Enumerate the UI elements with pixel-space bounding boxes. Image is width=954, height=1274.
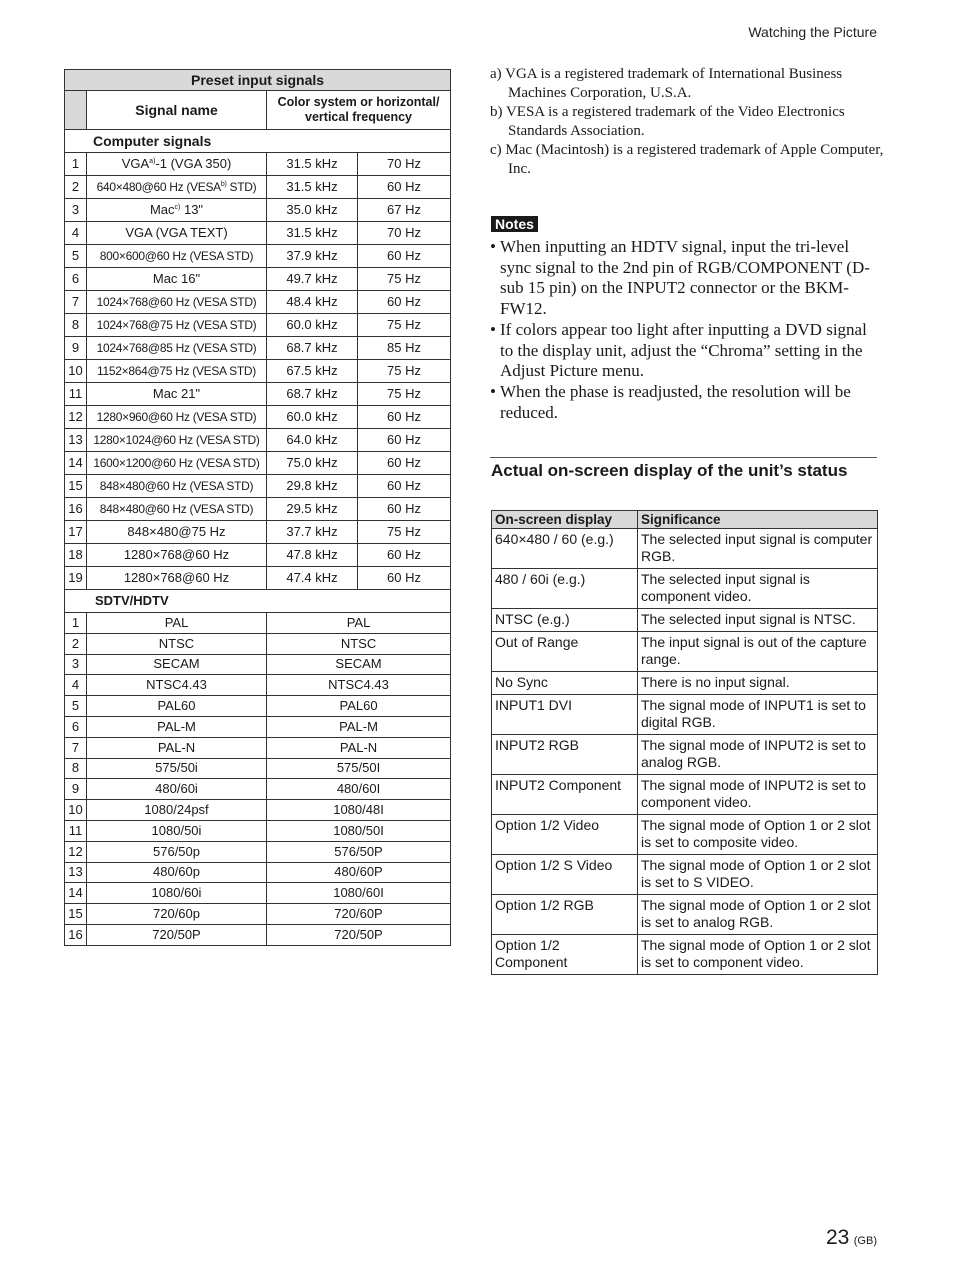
signal-name-text: 1280×768@60 Hz [123, 570, 230, 585]
computer-signal-row [65, 199, 451, 222]
horizontal-frequency: 29.5 kHz [267, 498, 358, 521]
horizontal-frequency: 67.5 kHz [267, 360, 358, 383]
vertical-frequency: 60 Hz [358, 567, 451, 590]
computer-signal-row [65, 452, 451, 475]
preset-input-signals-table [64, 69, 451, 946]
significance: The signal mode of Option 1 or 2 slot is set to S VIDEO. [638, 855, 878, 895]
signal-name [87, 429, 267, 452]
color-system: 1080/50I [267, 820, 451, 841]
color-system: PAL-N [267, 737, 451, 758]
row-number: 2 [65, 176, 87, 199]
row-number: 12 [65, 841, 87, 862]
signal-name: PAL-M [87, 716, 267, 737]
signal-name: SECAM [87, 654, 267, 675]
vertical-frequency: 60 Hz [358, 406, 451, 429]
horizontal-frequency: 60.0 kHz [267, 314, 358, 337]
vertical-frequency: 75 Hz [358, 521, 451, 544]
signal-name: 480/60p [87, 862, 267, 883]
horizontal-frequency: 37.9 kHz [267, 245, 358, 268]
signal-name [87, 567, 267, 590]
signal-name [87, 153, 267, 176]
signal-name [87, 314, 267, 337]
computer-signal-row [65, 521, 451, 544]
status-row [492, 735, 878, 775]
tv-signal-row [65, 883, 451, 904]
signal-name-text: Mac [149, 202, 175, 217]
footnote-c: c) Mac (Macintosh) is a registered trademark of Apple Computer, Inc. [490, 142, 884, 177]
row-number: 17 [65, 521, 87, 544]
signal-name-text: 1280×768@60 Hz [123, 547, 230, 562]
computer-signal-row [65, 406, 451, 429]
color-system: 1080/48I [267, 800, 451, 821]
sdtv-hdtv-section-row [65, 590, 451, 613]
row-number: 10 [65, 800, 87, 821]
row-number: 15 [65, 475, 87, 498]
tv-signal-row [65, 904, 451, 925]
vertical-frequency: 75 Hz [358, 360, 451, 383]
page-number-suffix: (GB) [853, 1235, 877, 1247]
status-table-body [492, 529, 878, 975]
tv-signal-row [65, 779, 451, 800]
note-item: • When the phase is readjusted, the resolution will be reduced. [490, 382, 875, 423]
note-item: • When inputting an HDTV signal, input the tri-level sync signal to the 2nd pin of RGB/COMPONENT (D-sub 15 pin) on the INPUT2 connector or the BKM-FW12. [490, 237, 875, 320]
on-screen-display: INPUT2 RGB [492, 735, 638, 775]
row-number: 4 [65, 222, 87, 245]
signal-name [87, 498, 267, 521]
on-screen-display: Option 1/2 Video [492, 815, 638, 855]
color-system: 720/50P [267, 924, 451, 945]
vertical-frequency: 60 Hz [358, 429, 451, 452]
tv-signal-row [65, 758, 451, 779]
signal-name: 1080/24psf [87, 800, 267, 821]
status-row [492, 775, 878, 815]
footnote-b: b) VESA is a registered trademark of the Video Electronics Standards Association. [490, 104, 845, 139]
row-number: 9 [65, 779, 87, 800]
color-system: SECAM [267, 654, 451, 675]
notes-label: Notes [491, 216, 538, 232]
signal-name-header: Signal name [87, 91, 267, 130]
row-number: 19 [65, 567, 87, 590]
horizontal-frequency: 49.7 kHz [267, 268, 358, 291]
footnote-a: a) VGA is a registered trademark of International Business Machines Corporation, U.S.A. [490, 66, 843, 101]
signal-name [87, 245, 267, 268]
signal-name-text: VGA (VGA TEXT) [125, 225, 228, 240]
computer-signal-row [65, 383, 451, 406]
significance: The signal mode of INPUT2 is set to analog RGB. [638, 735, 878, 775]
row-number: 8 [65, 758, 87, 779]
color-system: 720/60P [267, 904, 451, 925]
signal-name-text: 640×480@60 Hz (VESA [96, 180, 221, 194]
footnote-marker: a) [149, 158, 156, 165]
signal-name: 720/60p [87, 904, 267, 925]
significance: The selected input signal is computer RGB. [638, 529, 878, 569]
significance: The signal mode of INPUT1 is set to digital RGB. [638, 695, 878, 735]
signal-name: PAL60 [87, 696, 267, 717]
vertical-frequency: 60 Hz [358, 176, 451, 199]
row-number: 9 [65, 337, 87, 360]
computer-signal-row [65, 291, 451, 314]
signal-name-text: 1280×1024@60 Hz (VESA STD) [93, 433, 260, 447]
preset-table-caption: Preset input signals [65, 70, 451, 91]
significance: The signal mode of Option 1 or 2 slot is set to analog RGB. [638, 895, 878, 935]
vertical-frequency: 85 Hz [358, 337, 451, 360]
color-system: 576/50P [267, 841, 451, 862]
computer-signal-row [65, 429, 451, 452]
row-number: 7 [65, 737, 87, 758]
color-system: 1080/60I [267, 883, 451, 904]
row-number: 14 [65, 883, 87, 904]
vertical-frequency: 60 Hz [358, 291, 451, 314]
signal-name-text: Mac 16" [152, 271, 201, 286]
signal-name-text: 1152×864@75 Hz (VESA STD) [97, 364, 256, 378]
computer-signal-row [65, 176, 451, 199]
signal-name [87, 360, 267, 383]
tv-signal-row [65, 737, 451, 758]
horizontal-frequency: 64.0 kHz [267, 429, 358, 452]
significance-header: Significance [638, 511, 878, 529]
row-number: 6 [65, 268, 87, 291]
signal-name: 576/50p [87, 841, 267, 862]
horizontal-frequency: 47.8 kHz [267, 544, 358, 567]
vertical-frequency: 60 Hz [358, 498, 451, 521]
row-number: 1 [65, 613, 87, 634]
horizontal-frequency: 31.5 kHz [267, 222, 358, 245]
computer-signal-row [65, 360, 451, 383]
note-item: • If colors appear too light after inputting a DVD signal to the display unit, adjust the “Chroma” setting in the Adjust Picture menu. [490, 320, 875, 382]
computer-signal-row [65, 544, 451, 567]
notes-list [490, 237, 875, 423]
row-number: 18 [65, 544, 87, 567]
row-number: 5 [65, 245, 87, 268]
row-number: 8 [65, 314, 87, 337]
computer-signal-row [65, 268, 451, 291]
row-number: 16 [65, 924, 87, 945]
signal-name-text: Mac 21" [152, 386, 201, 401]
signal-name [87, 176, 267, 199]
tv-signal-row [65, 654, 451, 675]
row-number: 5 [65, 696, 87, 717]
signal-name-text: 1024×768@85 Hz (VESA STD) [96, 341, 257, 355]
horizontal-frequency: 35.0 kHz [267, 199, 358, 222]
row-number: 3 [65, 654, 87, 675]
tv-signal-row [65, 613, 451, 634]
horizontal-frequency: 37.7 kHz [267, 521, 358, 544]
significance: The selected input signal is component video. [638, 569, 878, 609]
computer-signal-row [65, 222, 451, 245]
tv-signal-row [65, 800, 451, 821]
color-system: 480/60I [267, 779, 451, 800]
signal-name: 1080/50i [87, 820, 267, 841]
page-number [826, 1226, 877, 1250]
status-row [492, 672, 878, 695]
color-system: PAL60 [267, 696, 451, 717]
vertical-frequency: 60 Hz [358, 245, 451, 268]
signal-name [87, 452, 267, 475]
on-screen-display: INPUT1 DVI [492, 695, 638, 735]
status-display-table [491, 510, 878, 975]
computer-signal-row [65, 314, 451, 337]
computer-signal-row [65, 153, 451, 176]
tv-signal-row [65, 675, 451, 696]
horizontal-frequency: 68.7 kHz [267, 383, 358, 406]
signal-name [87, 475, 267, 498]
vertical-frequency: 75 Hz [358, 383, 451, 406]
signal-name: 480/60i [87, 779, 267, 800]
status-row [492, 895, 878, 935]
vertical-frequency: 70 Hz [358, 222, 451, 245]
vertical-frequency: 60 Hz [358, 475, 451, 498]
status-row [492, 529, 878, 569]
computer-signal-row [65, 475, 451, 498]
color-system: PAL-M [267, 716, 451, 737]
signal-name-text: 848×480@60 Hz (VESA STD) [99, 479, 254, 493]
color-system: 575/50I [267, 758, 451, 779]
tv-signal-row [65, 716, 451, 737]
row-number: 12 [65, 406, 87, 429]
row-number: 1 [65, 153, 87, 176]
tv-signal-row [65, 924, 451, 945]
frequency-header: Color system or horizontal/ vertical frequency [267, 91, 451, 130]
on-screen-display: Option 1/2 S Video [492, 855, 638, 895]
preset-table-body [65, 130, 451, 946]
tv-signal-row [65, 862, 451, 883]
vertical-frequency: 75 Hz [358, 314, 451, 337]
row-number: 16 [65, 498, 87, 521]
signal-name [87, 199, 267, 222]
signal-name-text: VGA [121, 156, 150, 171]
signal-name [87, 222, 267, 245]
status-row [492, 935, 878, 975]
signal-name [87, 521, 267, 544]
color-system: NTSC [267, 633, 451, 654]
row-number: 14 [65, 452, 87, 475]
row-number: 2 [65, 633, 87, 654]
footnote-marker: b) [220, 181, 227, 188]
row-number: 10 [65, 360, 87, 383]
significance: The signal mode of INPUT2 is set to component video. [638, 775, 878, 815]
on-screen-display-header: On-screen display [492, 511, 638, 529]
signal-name: PAL [87, 613, 267, 634]
on-screen-display: No Sync [492, 672, 638, 695]
signal-name-suffix: 13" [180, 202, 204, 217]
significance: There is no input signal. [638, 672, 878, 695]
running-head: Watching the Picture [748, 24, 877, 40]
computer-signal-row [65, 498, 451, 521]
tv-signal-row [65, 633, 451, 654]
signal-name: NTSC4.43 [87, 675, 267, 696]
signal-name [87, 383, 267, 406]
footnote-marker: c) [174, 204, 181, 211]
horizontal-frequency: 60.0 kHz [267, 406, 358, 429]
signal-name: 1080/60i [87, 883, 267, 904]
vertical-frequency: 67 Hz [358, 199, 451, 222]
section-divider [490, 457, 877, 458]
significance: The signal mode of Option 1 or 2 slot is set to composite video. [638, 815, 878, 855]
on-screen-display: 640×480 / 60 (e.g.) [492, 529, 638, 569]
signal-name-text: 1024×768@60 Hz (VESA STD) [96, 295, 257, 309]
significance: The selected input signal is NTSC. [638, 609, 878, 632]
signal-name-suffix: STD) [226, 180, 257, 194]
signal-name-text: 848×480@75 Hz [127, 524, 226, 539]
vertical-frequency: 70 Hz [358, 153, 451, 176]
color-system: PAL [267, 613, 451, 634]
section-heading: Actual on-screen display of the unit’s status [491, 461, 848, 480]
on-screen-display: Out of Range [492, 632, 638, 672]
horizontal-frequency: 47.4 kHz [267, 567, 358, 590]
on-screen-display: Option 1/2 Component [492, 935, 638, 975]
signal-name-text: 848×480@60 Hz (VESA STD) [99, 502, 254, 516]
status-row [492, 695, 878, 735]
significance: The input signal is out of the capture range. [638, 632, 878, 672]
row-number: 11 [65, 383, 87, 406]
on-screen-display: Option 1/2 RGB [492, 895, 638, 935]
on-screen-display: INPUT2 Component [492, 775, 638, 815]
footnotes [490, 65, 890, 179]
row-number: 3 [65, 199, 87, 222]
status-row [492, 569, 878, 609]
color-system: NTSC4.43 [267, 675, 451, 696]
tv-signal-row [65, 820, 451, 841]
row-number: 11 [65, 820, 87, 841]
horizontal-frequency: 68.7 kHz [267, 337, 358, 360]
horizontal-frequency: 31.5 kHz [267, 176, 358, 199]
row-number: 15 [65, 904, 87, 925]
vertical-frequency: 60 Hz [358, 452, 451, 475]
signal-name [87, 291, 267, 314]
signal-name-text: 1024×768@75 Hz (VESA STD) [96, 318, 257, 332]
signal-name [87, 337, 267, 360]
signal-name-text: 1600×1200@60 Hz (VESA STD) [93, 456, 260, 470]
signal-name [87, 268, 267, 291]
row-number: 7 [65, 291, 87, 314]
color-system: 480/60P [267, 862, 451, 883]
computer-signal-row [65, 567, 451, 590]
number-column-header [65, 91, 87, 130]
tv-signal-row [65, 696, 451, 717]
on-screen-display: 480 / 60i (e.g.) [492, 569, 638, 609]
vertical-frequency: 60 Hz [358, 544, 451, 567]
row-number: 13 [65, 862, 87, 883]
vertical-frequency: 75 Hz [358, 268, 451, 291]
sdtv-hdtv-section: SDTV/HDTV [65, 590, 451, 613]
computer-signal-row [65, 245, 451, 268]
signal-name: 720/50P [87, 924, 267, 945]
signal-name [87, 406, 267, 429]
computer-signals-section: Computer signals [65, 130, 451, 153]
signal-name [87, 544, 267, 567]
row-number: 6 [65, 716, 87, 737]
signal-name-text: 800×600@60 Hz (VESA STD) [99, 249, 254, 263]
row-number: 13 [65, 429, 87, 452]
tv-signal-row [65, 841, 451, 862]
signal-name: NTSC [87, 633, 267, 654]
page-number-value: 23 [825, 1226, 850, 1249]
signal-name: 575/50i [87, 758, 267, 779]
signal-name-suffix: -1 (VGA 350) [155, 156, 232, 171]
row-number: 4 [65, 675, 87, 696]
signal-name: PAL-N [87, 737, 267, 758]
status-row [492, 609, 878, 632]
status-row [492, 855, 878, 895]
on-screen-display: NTSC (e.g.) [492, 609, 638, 632]
signal-name-text: 1280×960@60 Hz (VESA STD) [96, 410, 257, 424]
computer-signal-row [65, 337, 451, 360]
status-row [492, 632, 878, 672]
horizontal-frequency: 48.4 kHz [267, 291, 358, 314]
horizontal-frequency: 29.8 kHz [267, 475, 358, 498]
status-row [492, 815, 878, 855]
horizontal-frequency: 75.0 kHz [267, 452, 358, 475]
significance: The signal mode of Option 1 or 2 slot is set to component video. [638, 935, 878, 975]
horizontal-frequency: 31.5 kHz [267, 153, 358, 176]
